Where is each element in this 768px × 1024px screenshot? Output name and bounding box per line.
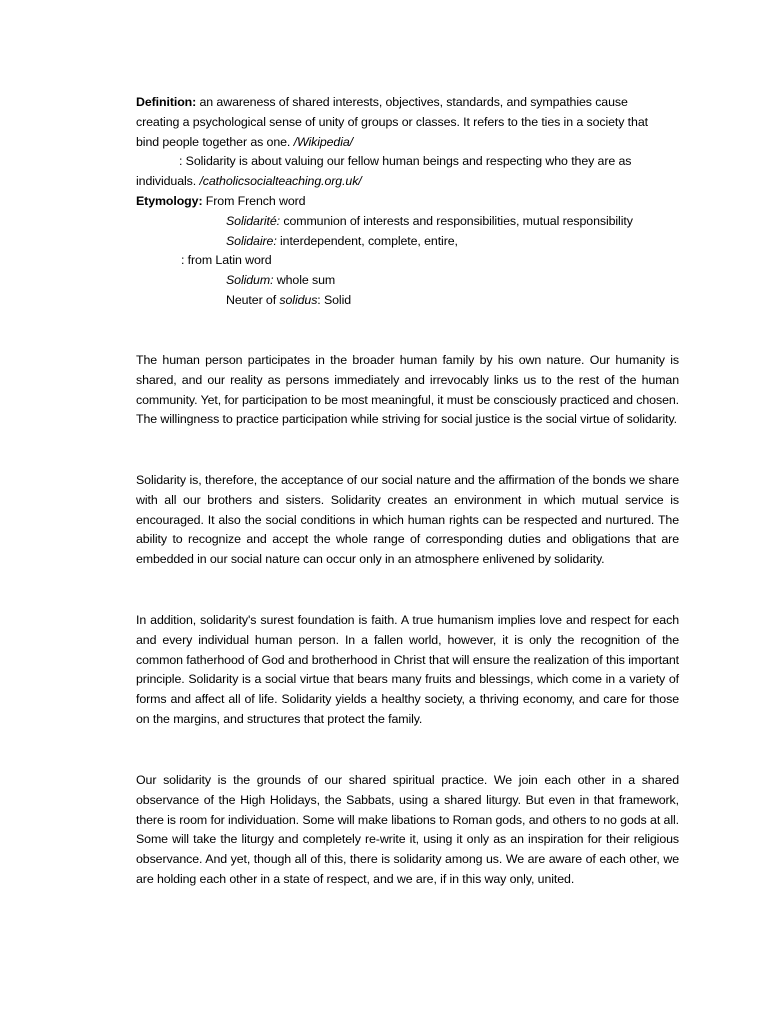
etymology-entry bbox=[136, 232, 679, 252]
neuter-suffix: : Solid bbox=[317, 292, 352, 307]
paragraph-social-nature: Solidarity is, therefore, the acceptance of our social nature and the affirmation of the bonds we share with all our brothers and sisters. Solidarity creates an environment in which mutual service is encouraged. It also the social conditions in which human rights can be respected and nurtured. The ability to recognize and accept the whole range of corresponding duties and obligations that are embedded in our social nature can occur only in an atmosphere enlivened by solidarity. bbox=[136, 473, 679, 567]
definition-line-3 bbox=[136, 133, 679, 153]
latin-meaning: whole sum bbox=[273, 273, 336, 288]
definition-line-5 bbox=[136, 172, 679, 192]
etymology-term: Solidarité: bbox=[226, 213, 280, 228]
definition-line-2: creating a psychological sense of unity of groups or classes. It refers to the ties in a society that bbox=[136, 114, 648, 129]
etymology-meaning: interdependent, complete, entire, bbox=[276, 233, 458, 248]
etymology-meaning: communion of interests and responsibilities, mutual responsibility bbox=[280, 213, 633, 228]
definition-text-1: an awareness of shared interests, objectives, standards, and sympathies cause bbox=[196, 95, 628, 109]
paragraph-faith: In addition, solidarity's surest foundation is faith. A true humanism implies love and respect for each and every individual human person. In a fallen world, however, it is only the recognition of the common fatherhood of God and brotherhood in Christ that will ensure the realization of this important principle. Solidarity is a social virtue that bears many fruits and blessings, which come in a variety of forms and affect all of life. Solidarity yields a healthy society, a thriving economy, and care for those on the margins, and structures that protect the family. bbox=[136, 613, 679, 726]
neuter-entry bbox=[136, 291, 679, 311]
paragraph-spiritual-practice: Our solidarity is the grounds of our shared spiritual practice. We join each other in a shared observance of the High Holidays, the Sabbats, using a shared liturgy. But even in that framework, there is room for individuation. Some will make libations to Roman gods, and others to no gods at all. Some will take the liturgy and completely re-write it, using it only as an inspiration for their religious observance. And yet, though all of this, there is solidarity among us. We are aware of each other, we are holding each other in a state of respect, and we are, if in this way only, united. bbox=[136, 773, 679, 886]
etymology-line bbox=[136, 192, 679, 212]
latin-entry bbox=[136, 271, 679, 291]
paragraph-participation: The human person participates in the broader human family by his own nature. Our humanity is shared, and our reality as persons immediately and irrevocably links us to the rest of the human community. Yet, for participation to be most meaningful, it must be consciously practiced and chosen. The willingness to practice participation while striving for social justice is the social virtue of solidarity. bbox=[136, 353, 679, 427]
wikipedia-source: /Wikipedia/ bbox=[293, 134, 354, 149]
etymology-term: Solidaire: bbox=[226, 233, 277, 248]
definition-text-3: bind people together as one. bbox=[136, 134, 294, 149]
definition-section bbox=[136, 93, 679, 311]
definition-line-1 bbox=[136, 93, 679, 113]
etymology-entry bbox=[136, 212, 679, 232]
neuter-prefix: Neuter of bbox=[226, 292, 280, 307]
definition-text-5: individuals. bbox=[136, 174, 200, 189]
etymology-label: Etymology: bbox=[136, 193, 203, 208]
etymology-from-latin: : from Latin word bbox=[181, 253, 272, 268]
neuter-term: solidus bbox=[279, 292, 318, 307]
etymology-from-french: From French word bbox=[202, 193, 306, 208]
definition-line-4: : Solidarity is about valuing our fellow human beings and respecting who they are as bbox=[179, 154, 632, 169]
latin-term: Solidum: bbox=[226, 273, 274, 288]
definition-label: Definition: bbox=[136, 95, 197, 109]
catholic-source: /catholicsocialteaching.org.uk/ bbox=[199, 174, 362, 189]
